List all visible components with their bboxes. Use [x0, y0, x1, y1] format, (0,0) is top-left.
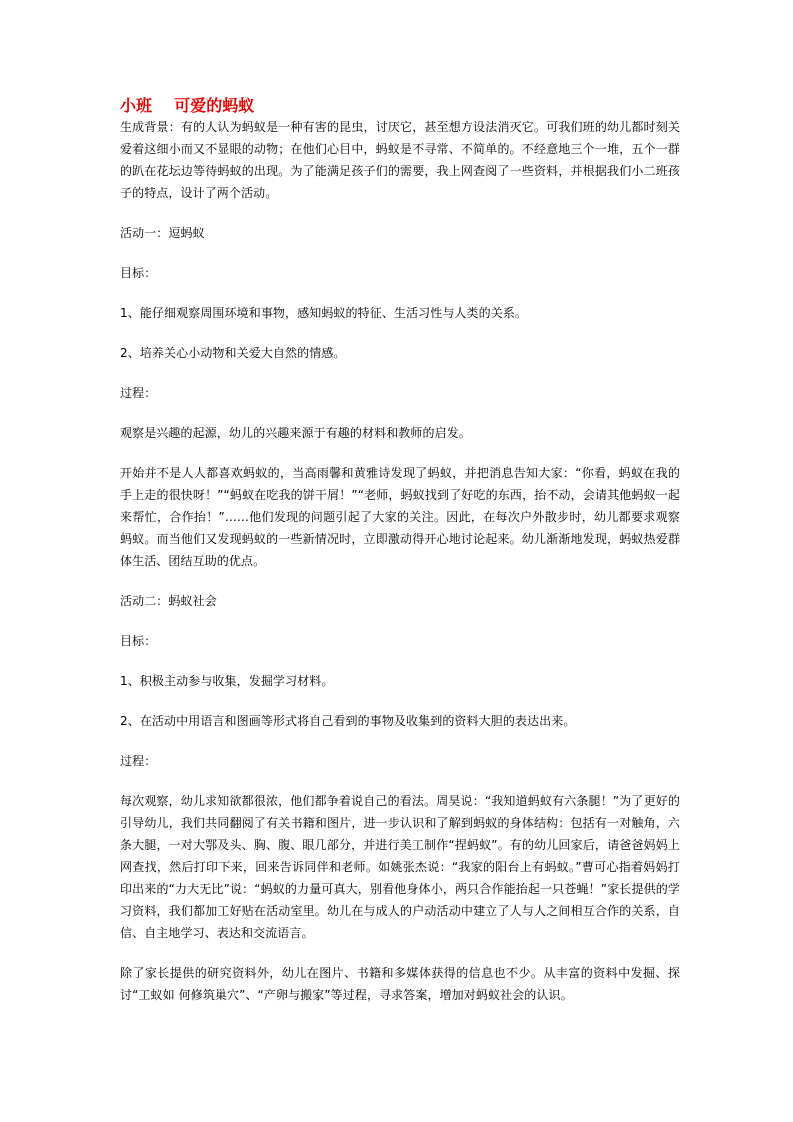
paragraph-discovery: 开始并不是人人都喜欢蚂蚁的，当高雨馨和黄雅诗发现了蚂蚁，并把消息告知大家：“你看，蚂蚁在我的手上走的很快呀！”“蚂蚁在吃我的饼干屑！”“老师，蚂蚁找到了好吃的东西，抬不动，会请其他蚂蚁一起来帮忙，合作抬！”……他们发现的问题引起了大家的关注。因此，在每次户外散步时，幼儿都要求观察蚂蚁。而当他们又发现蚂蚁的一些新情况时，立即激动得开心地讨论起来。幼儿渐渐地发现，蚂蚁热爱群体生活、团结互助的优点。	[120, 466, 680, 568]
document-page	[120, 96, 680, 1006]
label-process-1: 过程：	[120, 386, 157, 400]
heading-activity-one: 活动一：逗蚂蚁	[120, 226, 205, 240]
label-goals-2: 目标：	[120, 634, 157, 648]
paragraph-background: 生成背景：有的人认为蚂蚁是一种有害的昆虫，讨厌它，甚至想方设法消灭它。可我们班的幼儿都时刻关爱着这细小而又不显眼的动物；在他们心目中，蚂蚁是不寻常、不简单的。不经意地三个一堆，五个一群的趴在花坛边等待蚂蚁的出现。为了能满足孩子们的需要，我上网查阅了一些资料，并根据我们小二班孩子的特点，设计了两个活动。	[120, 120, 680, 200]
paragraph-research: 每次观察，幼儿求知欲都很浓，他们都争着说自己的看法。周昊说：“我知道蚂蚁有六条腿！”为了更好的引导幼儿，我们共同翻阅了有关书籍和图片，进一步认识和了解到蚂蚁的身体结构：包括有一对触角，六条大腿，一对大鄂及头、胸、腹、眼几部分，并进行美工制作“捏蚂蚁”。有的幼儿回家后，请爸爸妈妈上网查找，然后打印下来，回来告诉同伴和老师。如姚张杰说：“我家的阳台上有蚂蚁。”曹可心指着妈妈打印出来的“力大无比”说：“蚂蚁的力量可真大，别看他身体小，两只合作能抬起一只苍蝇！”家长提供的学习资料，我们都加工好贴在活动室里。幼儿在与成人的户动活动中建立了人与人之间相互合作的关系，自信、自主地学习、表达和交流语言。	[120, 794, 680, 940]
goal-1-1: 1、能仔细观察周围环境和事物，感知蚂蚁的特征、生活习性与人类的关系。	[120, 306, 528, 320]
paragraph-resources: 除了家长提供的研究资料外，幼儿在图片、书籍和多媒体获得的信息也不少。从丰富的资料中发掘、探讨“工蚁如 何修筑巢穴”、“产卵与搬家”等过程，寻求答案，增加对蚂蚁社会的认识。	[120, 966, 680, 1002]
label-process-2: 过程：	[120, 754, 157, 768]
label-goals-1: 目标：	[120, 266, 157, 280]
goal-2-2: 2、在活动中用语言和图画等形式将自己看到的事物及收集到的资料大胆的表达出来。	[120, 714, 576, 728]
paragraph-observation: 观察是兴趣的起源，幼儿的兴趣来源于有趣的材料和教师的启发。	[120, 426, 471, 440]
heading-activity-two: 活动二：蚂蚁社会	[120, 594, 217, 608]
document-title: 小班 可爱的蚂蚁	[120, 96, 255, 115]
goal-2-1: 1、积极主动参与收集，发掘学习材料。	[120, 674, 334, 688]
goal-1-2: 2、培养关心小动物和关爱大自然的情感。	[120, 346, 346, 360]
